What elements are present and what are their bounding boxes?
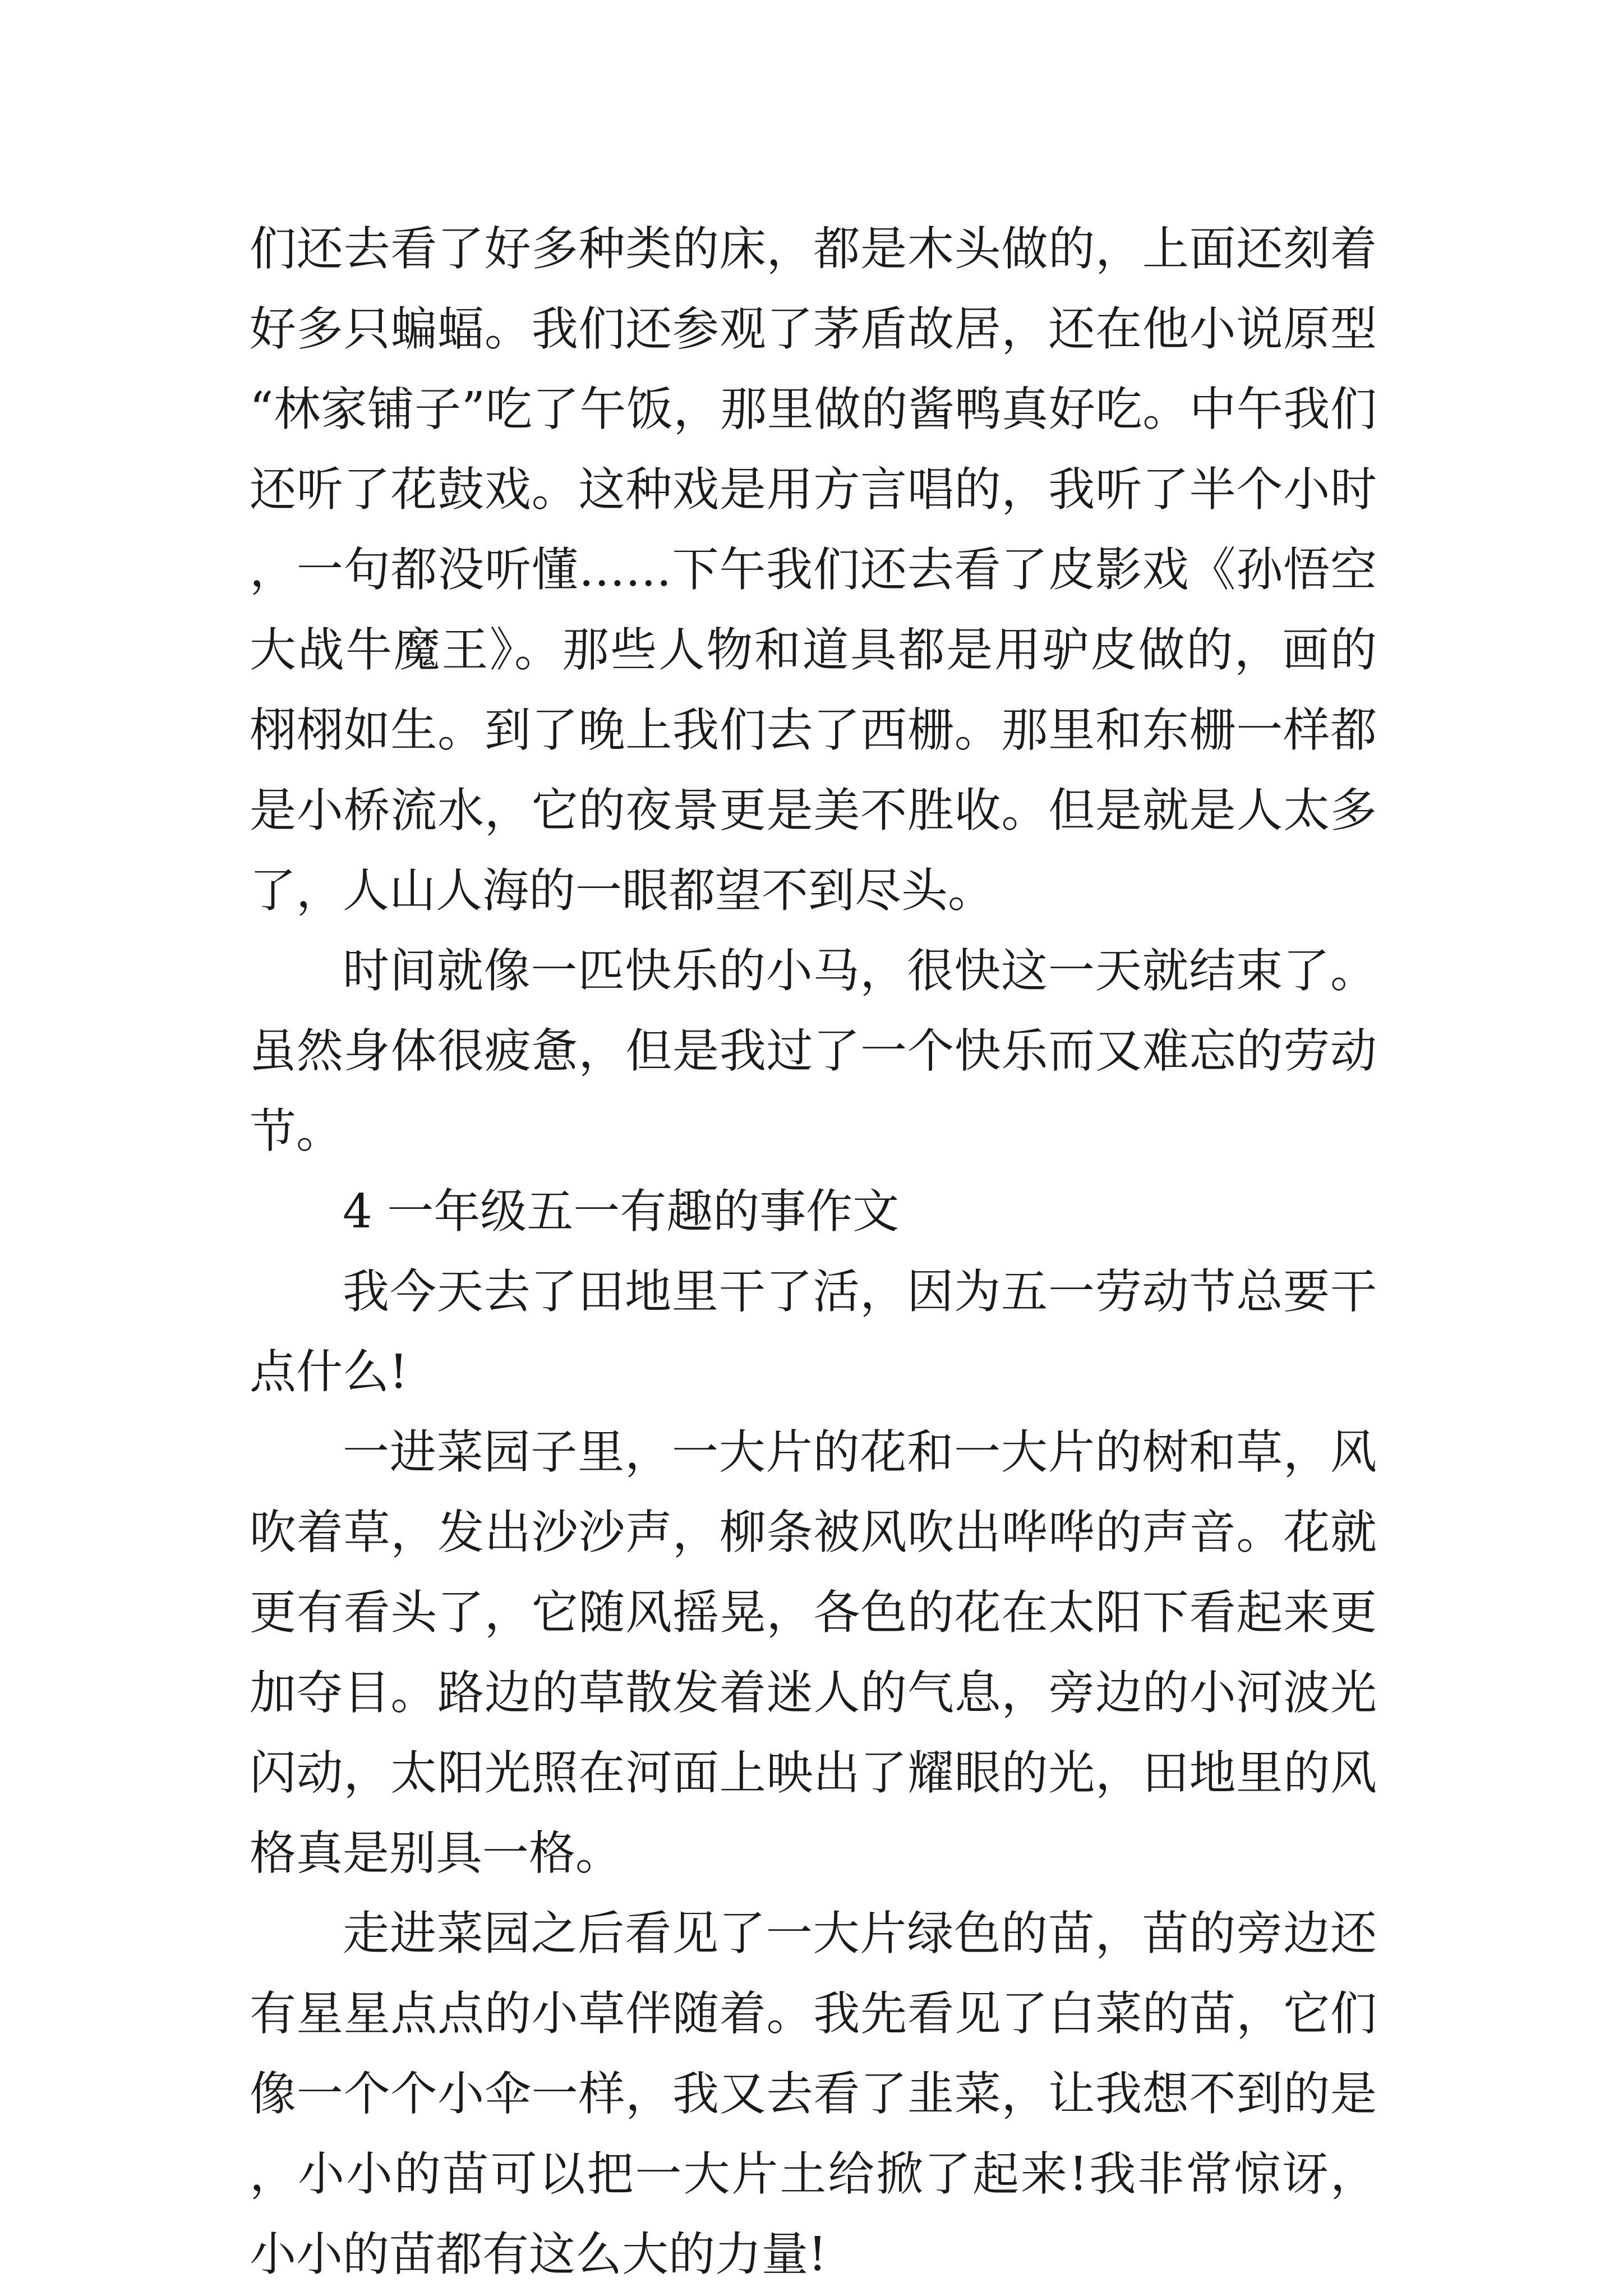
paragraph-time-passes: 时间就像一匹快乐的小马，很快这一天就结束了。虽然身体很疲惫，但是我过了一个快乐而又难忘的劳动节。 bbox=[250, 944, 1377, 1158]
paragraph-field-work: 我今天去了田地里干了活，因为五一劳动节总要干点什么! bbox=[250, 1264, 1377, 1399]
paragraph-seedlings: 走进菜园之后看见了一大片绿色的苗，苗的旁边还有星星点点的小草伴随着。我先看见了白菜的苗，它们像一个个小伞一样，我又去看了韭菜，让我想不到的是，小小的苗可以把一大片土给掀了起来!我非常惊讶，小小的苗都有这么大的力量! bbox=[250, 1906, 1377, 2281]
section-heading: 4 一年级五一有趣的事作文 bbox=[343, 1184, 900, 1239]
paragraph-vegetable-garden: 一进菜园子里，一大片的花和一大片的树和草，风吹着草，发出沙沙声，柳条被风吹出哗哗的声音。花就更有看头了，它随风摇晃，各色的花在太阳下看起来更加夺目。路边的草散发着迷人的气息，旁边的小河波光闪动，太阳光照在河面上映出了耀眼的光，田地里的风格真是别具一格。 bbox=[250, 1425, 1377, 1880]
document-body bbox=[250, 209, 1377, 2294]
paragraph-continuation: 们还去看了好多种类的床，都是木头做的，上面还刻着好多只蝙蝠。我们还参观了茅盾故居，还在他小说原型“林家铺子”吃了午饭，那里做的酱鸭真好吃。中午我们还听了花鼓戏。这种戏是用方言唱的，我听了半个小时，一句都没听懂……下午我们还去看了皮影戏《孙悟空大战牛魔王》。那些人物和道具都是用驴皮做的，画的栩栩如生。到了晚上我们去了西栅。那里和东栅一样都是小桥流水，它的夜景更是美不胜收。但是就是人太多了，人山人海的一眼都望不到尽头。 bbox=[250, 222, 1377, 918]
